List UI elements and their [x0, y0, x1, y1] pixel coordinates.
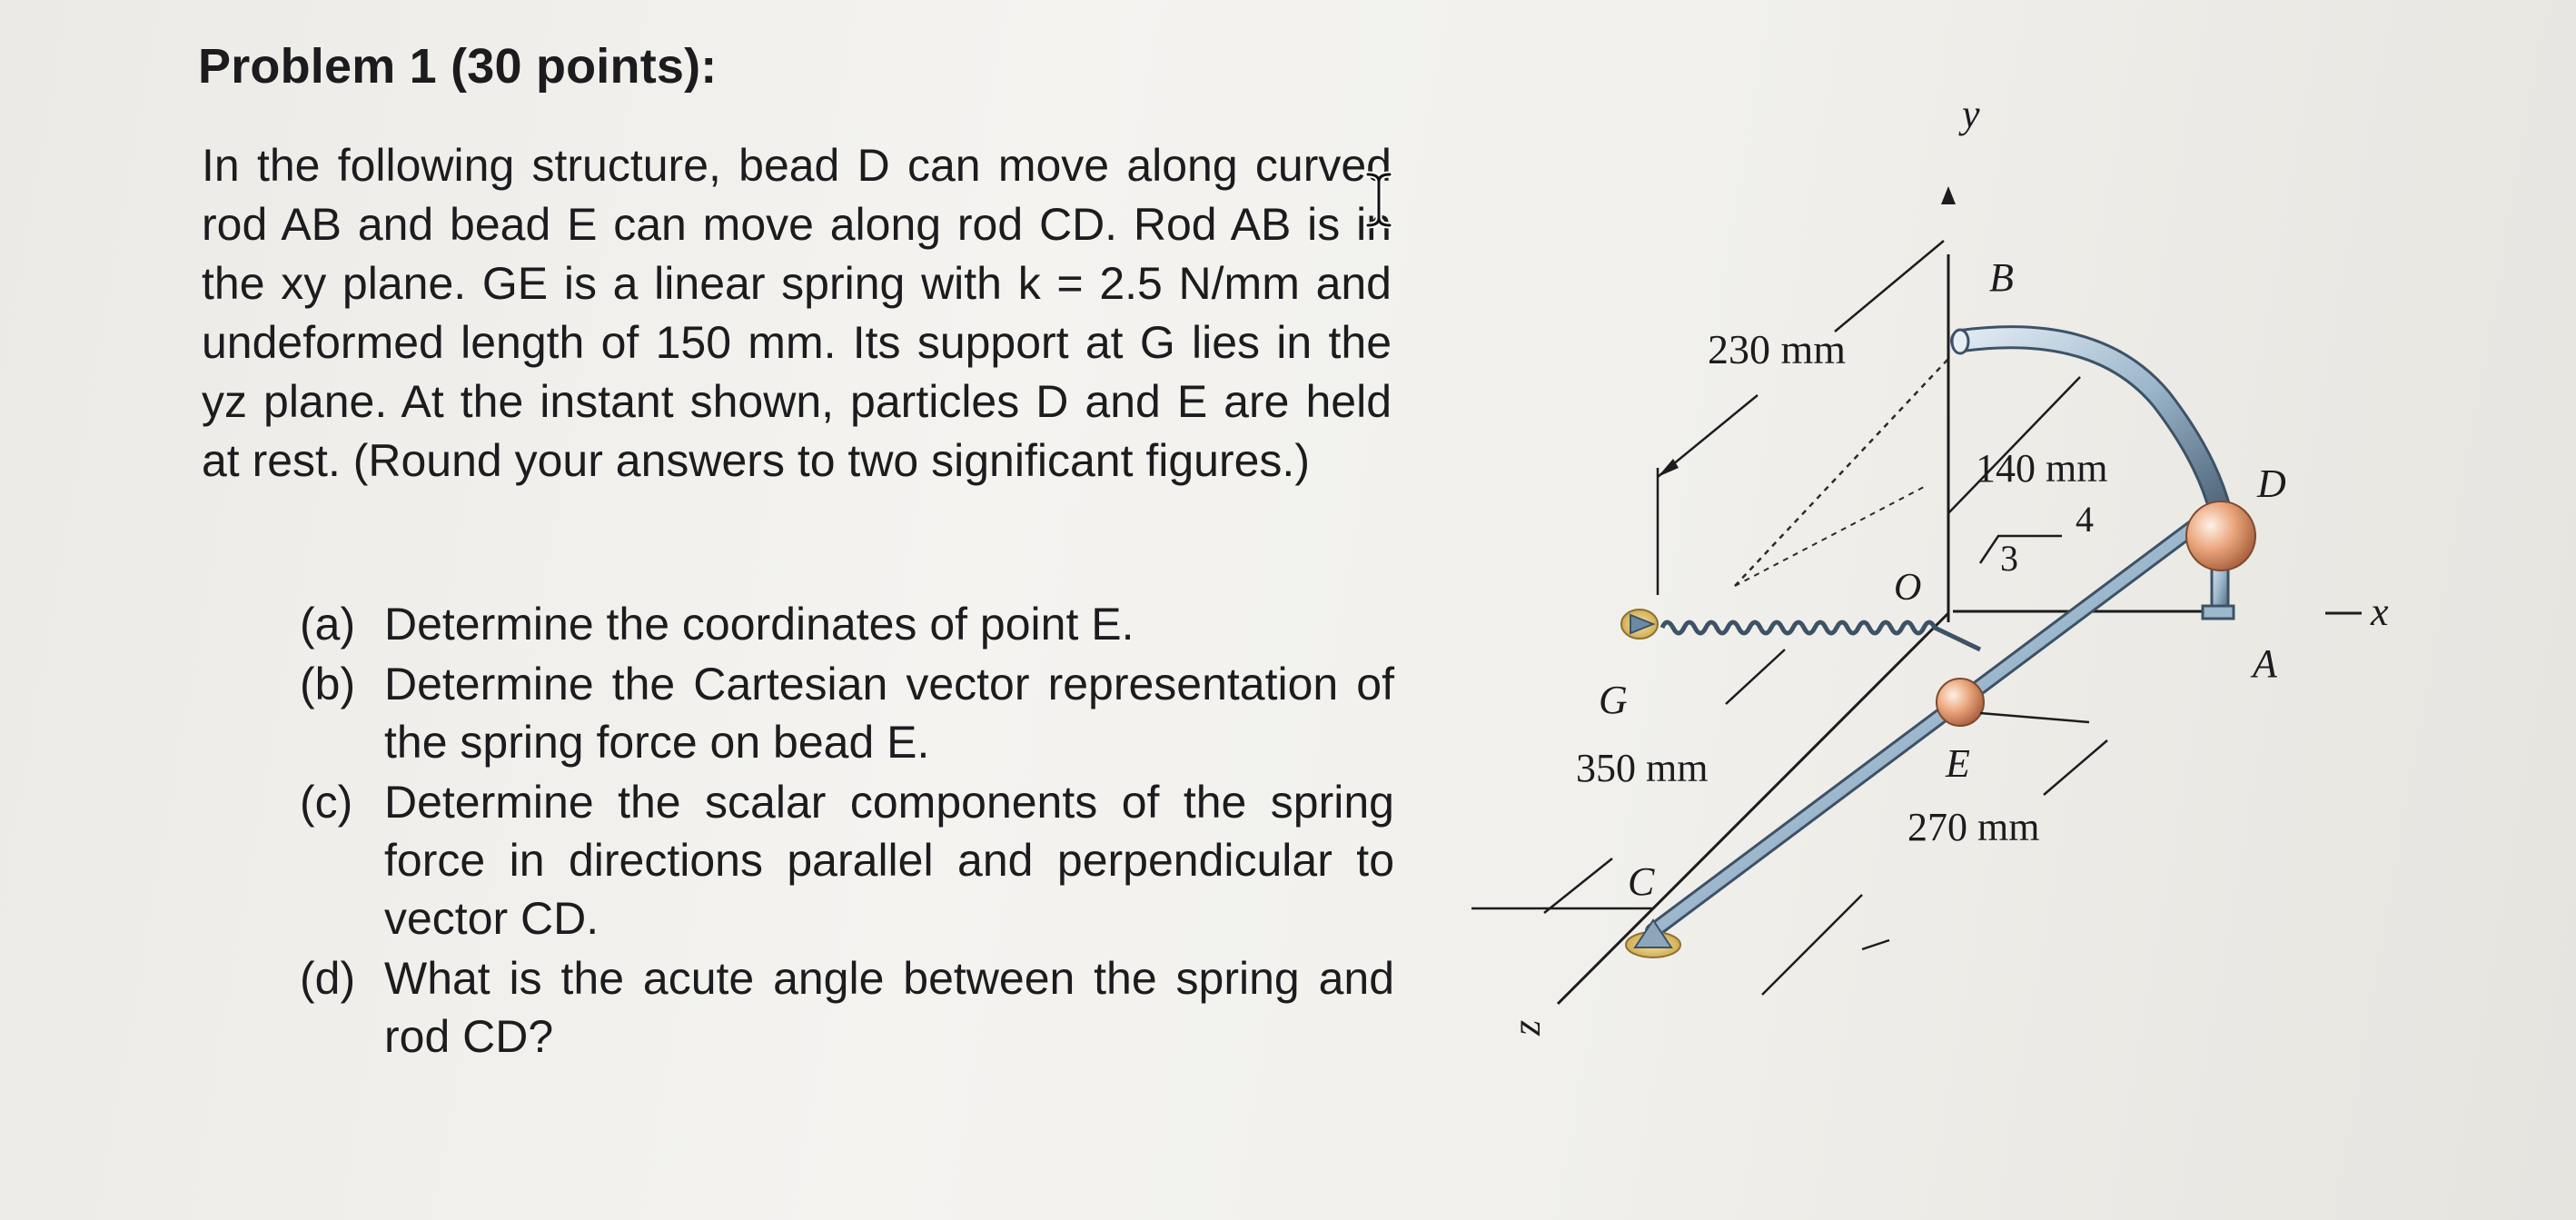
question-b-label: (b) — [300, 659, 356, 709]
slope-rise: 3 — [2000, 538, 2018, 579]
question-d — [300, 949, 1394, 1066]
z-axis-label: z — [1504, 1019, 1549, 1036]
dim-270-line-b — [2044, 740, 2107, 795]
dim-350-line-b — [1544, 858, 1612, 913]
y-axis-arrow-icon — [1941, 186, 1956, 204]
dim-350-line-a — [1726, 650, 1785, 704]
dim-230-label: 230 mm — [1708, 326, 1847, 372]
question-d-label: (d) — [300, 953, 356, 1004]
y-axis-label: y — [1962, 92, 1980, 136]
radius-line — [1948, 377, 2080, 513]
dim-270-line-c — [1862, 940, 1889, 949]
question-c-label: (c) — [300, 777, 353, 828]
dim-270-line-d — [1762, 895, 1862, 995]
bead-d — [2186, 501, 2255, 570]
point-b-label: B — [1989, 255, 2014, 300]
question-list — [300, 595, 1394, 1067]
question-b-text: Determine the Cartesian vector representation of the spring force on bead E. — [384, 659, 1394, 768]
dim-270-line-a — [1980, 713, 2089, 722]
spring-ge — [1662, 622, 1980, 650]
point-a-label: A — [2253, 641, 2277, 686]
dim-230-line-b — [1835, 241, 1944, 332]
question-a-text: Determine the coordinates of point E. — [384, 599, 1134, 650]
text-cursor-icon — [1362, 171, 1395, 229]
question-a-label: (a) — [300, 599, 356, 650]
problem-statement: In the following structure, bead D can move along curved rod AB and bead E can move along rod CD. Rod AB is in the xy plane. GE is a linear spring with k = 2.5 N/mm and undeformed length of 150 mm. Its support at G lies in the yz plane. At the instant shown, particles D and E are held at rest. (Round your answers to two significant figures.) — [202, 140, 1392, 486]
question-d-text: What is the acute angle between the spring and rod CD? — [384, 953, 1394, 1062]
point-g-label: G — [1599, 678, 1628, 722]
question-c — [300, 773, 1394, 947]
dim-140-label: 140 mm — [1976, 446, 2108, 491]
structure-diagram — [1435, 86, 2452, 1067]
x-axis-label: x — [2371, 590, 2389, 634]
point-c-label: C — [1628, 859, 1655, 904]
dim-350-label: 350 mm — [1576, 746, 1709, 790]
bead-e — [1937, 679, 1984, 726]
point-d-label: D — [2257, 461, 2286, 506]
question-a — [300, 595, 1394, 653]
point-e-label: E — [1946, 741, 1970, 786]
slope-run: 4 — [2076, 499, 2094, 540]
slope-triangle — [1980, 536, 2062, 563]
question-c-text: Determine the scalar components of the spring force in directions parallel and perpendicular to vector CD. — [384, 777, 1394, 944]
origin-label: O — [1894, 567, 1922, 609]
rod-cd — [1653, 522, 2200, 931]
dim-270-label: 270 mm — [1907, 805, 2040, 849]
dashed-g-to-o — [1735, 359, 1948, 586]
rod-a-foot — [2203, 606, 2234, 619]
rod-b-end — [1952, 330, 1968, 353]
z-axis — [1558, 613, 1948, 1004]
question-b — [300, 655, 1394, 771]
problem-title: Problem 1 (30 points): — [198, 39, 718, 94]
